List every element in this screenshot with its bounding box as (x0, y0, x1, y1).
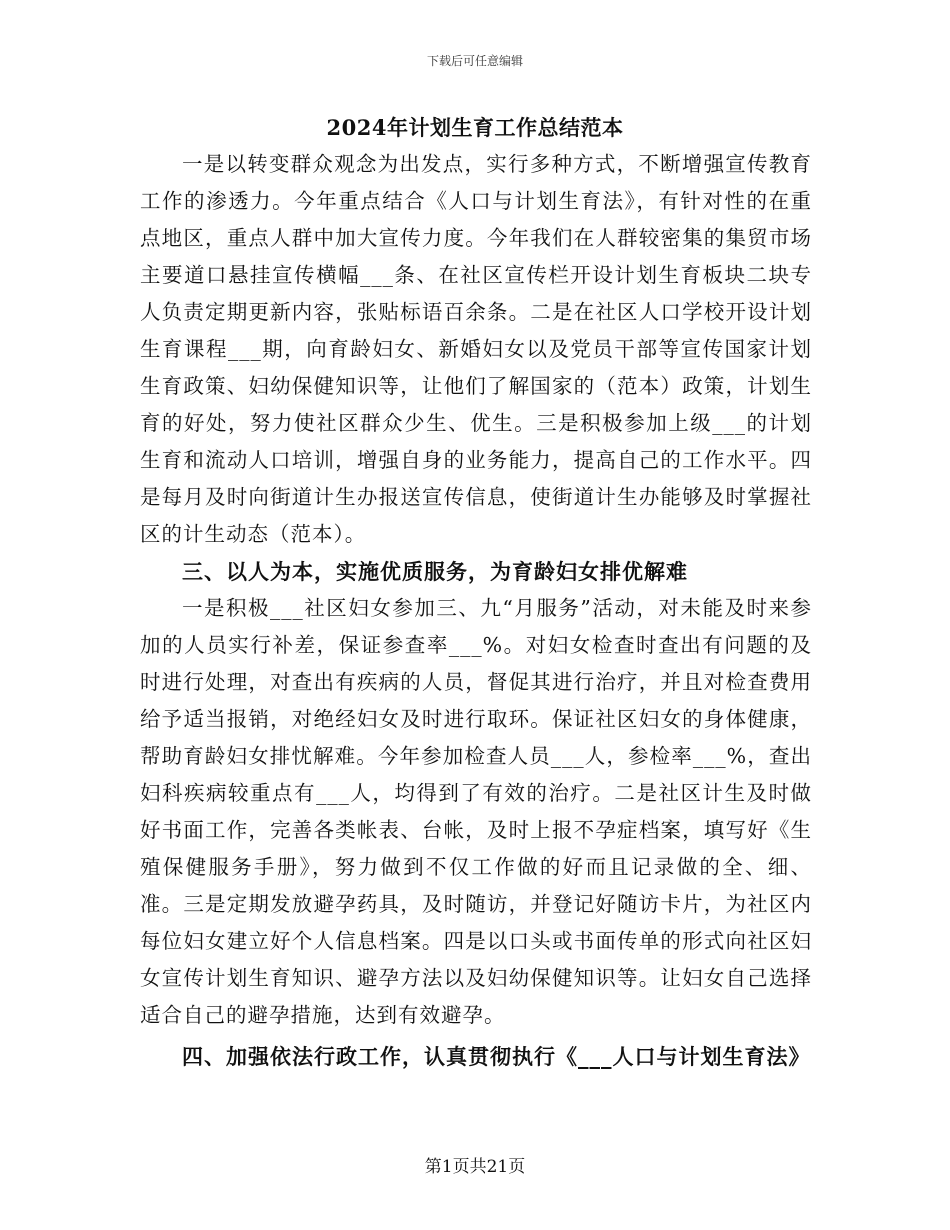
document-title: 2024年计划生育工作总结范本 (326, 115, 624, 140)
page-footer: 第1页共21页 (424, 1157, 526, 1177)
body-paragraph-1: 一是以转变群众观念为出发点，实行多种方式，不断增强宣传教育工作的渗透力。今年重点结合《人口与计划生育法》，有针对性的在重点地区，重点人群中加大宣传力度。今年我们在人群较密集的集贸市场主要道口悬挂宣传横幅___条、在社区宣传栏开设计划生育板块二块专人负责定期更新内容，张贴标语百余条。二是在社区人口学校开设计划生育课程___期，向育龄妇女、新婚妇女以及党员干部等宣传国家计划生育政策、妇幼保健知识等，让他们了解国家的（范本）政策，计划生育的好处，努力使社区群众少生、优生。三是积极参加上级___的计划生育和流动人口培训，增强自身的业务能力，提高自己的工作水平。四是每月及时向街道计生办报送宣传信息，使街道计生办能够及时掌握社区的计生动态（范本）。 (140, 152, 812, 546)
body-paragraph-2: 一是积极___社区妇女参加三、九“月服务”活动，对未能及时来参加的人员实行补差，保证参查率___%。对妇女检查时查出有问题的及时进行处理，对查出有疾病的人员，督促其进行治疗，并且对检查费用给予适当报销，对绝经妇女及时进行取环。保证社区妇女的身体健康，帮助育龄妇女排忧解难。今年参加检查人员___人，参检率___%，查出妇科疾病较重点有___人，均得到了有效的治疗。二是社区计生及时做好书面工作，完善各类帐表、台帐，及时上报不孕症档案，填写好《生殖保健服务手册》，努力做到不仅工作做的好而且记录做的全、细、准。三是定期发放避孕药具，及时随访，并登记好随访卡片，为社区内每位妇女建立好个人信息档案。四是以口头或书面传单的形式向社区妇女宣传计划生育知识、避孕方法以及妇幼保健知识等。让妇女自己选择适合自己的避孕措施，达到有效避孕。 (140, 596, 812, 1027)
section-heading-3: 三、以人为本，实施优质服务，为育龄妇女排优解难 (182, 559, 688, 584)
header-note: 下载后可任意编辑 (426, 54, 523, 68)
section-heading-4: 四、加强依法行政工作，认真贯彻执行《___人口与计划生育法》 (182, 1044, 811, 1069)
